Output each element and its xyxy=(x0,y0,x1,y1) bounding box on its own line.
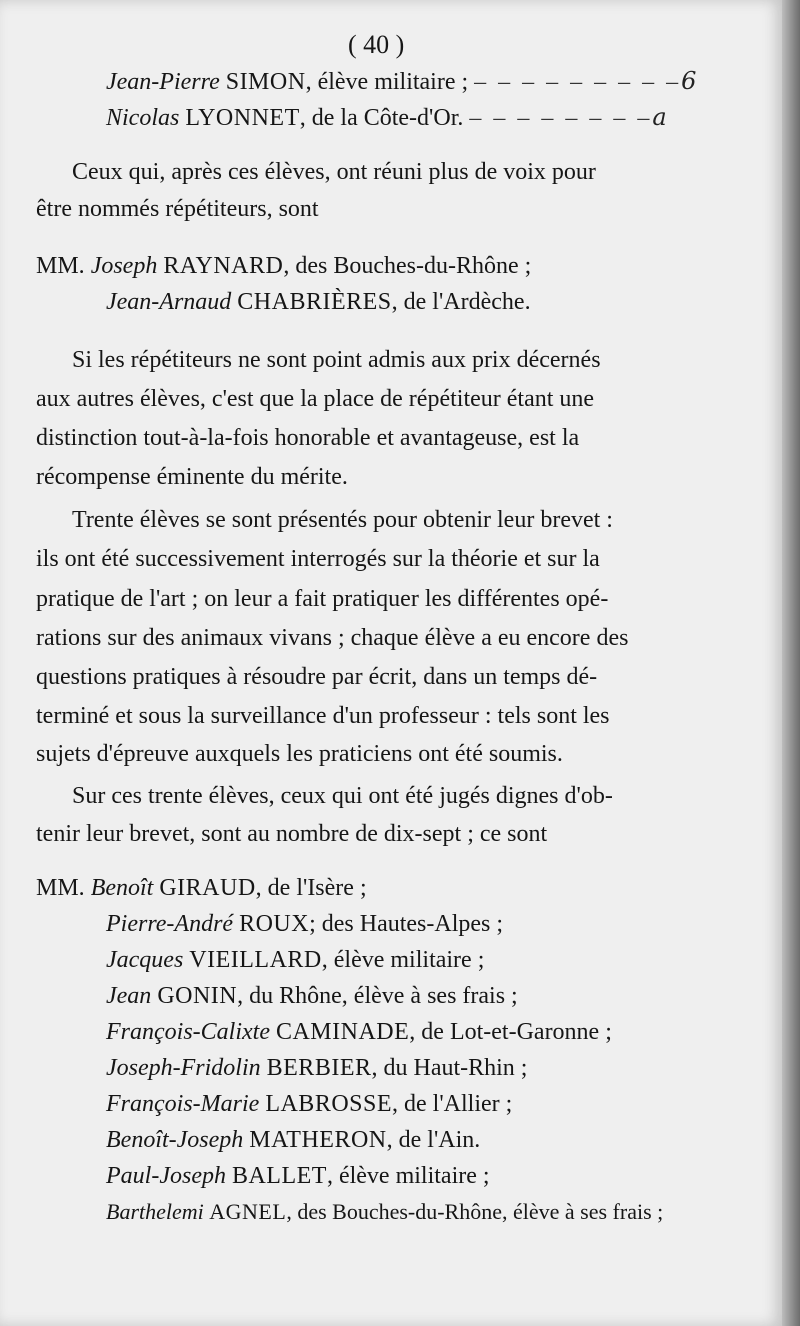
detail: , élève militaire ; xyxy=(326,1163,490,1189)
last-name: GONIN xyxy=(157,983,238,1009)
paragraph-line: rations sur des animaux vivans ; chaque élève a eu encore des xyxy=(36,625,629,651)
list-item xyxy=(106,66,696,97)
first-name: François-Marie xyxy=(106,1091,260,1117)
last-name: LYONNET xyxy=(185,105,300,131)
detail: , de l'Allier ; xyxy=(392,1091,513,1117)
first-name: Jean-Pierre xyxy=(106,69,220,95)
last-name: RAYNARD xyxy=(163,253,284,279)
detail: , de l'Ardèche. xyxy=(391,289,531,315)
last-name: AGNEL xyxy=(209,1199,287,1224)
list-item xyxy=(36,251,531,281)
detail: , de la Côte-d'Or. xyxy=(299,105,464,131)
list-item xyxy=(36,873,367,903)
list-item xyxy=(106,1017,612,1047)
first-name: Joseph-Fridolin xyxy=(106,1055,261,1081)
paragraph-line: distinction tout-à-la-fois honorable et avantageuse, est la xyxy=(36,425,580,451)
paragraph-line: terminé et sous la surveillance d'un professeur : tels sont les xyxy=(36,703,610,729)
list-item xyxy=(106,981,518,1011)
list-item xyxy=(106,945,484,975)
list-item xyxy=(106,287,531,317)
last-name: VIEILLARD xyxy=(189,947,322,973)
detail: , des Bouches-du-Rhône, élève à ses frais ; xyxy=(286,1199,664,1224)
last-name: ROUX xyxy=(239,911,310,937)
list-item xyxy=(106,102,667,133)
paragraph-line: tenir leur brevet, sont au nombre de dix-sept ; ce sont xyxy=(36,821,548,847)
list-item xyxy=(106,1089,512,1119)
list-item xyxy=(106,1053,527,1083)
last-name: SIMON xyxy=(225,69,306,95)
detail: ; des Hautes-Alpes ; xyxy=(309,911,504,937)
paragraph-line: aux autres élèves, c'est que la place de répétiteur étant une xyxy=(36,386,595,412)
list-prefix: MM. xyxy=(36,875,85,901)
paragraph-line: Sur ces trente élèves, ceux qui ont été jugés dignes d'ob- xyxy=(72,783,613,809)
handwritten-mark: 6 xyxy=(681,67,697,95)
last-name: MATHERON xyxy=(249,1127,387,1153)
first-name: Jean xyxy=(106,983,152,1009)
first-name: Benoît-Joseph xyxy=(106,1127,244,1153)
last-name: GIRAUD xyxy=(159,875,256,901)
paragraph-line: Si les répétiteurs ne sont point admis aux prix décernés xyxy=(72,347,601,373)
first-name: Nicolas xyxy=(106,105,180,131)
paragraph-line: Ceux qui, après ces élèves, ont réuni plus de voix pour xyxy=(72,159,596,185)
last-name: CHABRIÈRES xyxy=(237,289,392,315)
paragraph-line: questions pratiques à résoudre par écrit, dans un temps dé- xyxy=(36,664,598,690)
last-name: BALLET xyxy=(231,1163,327,1189)
dash-leader: – – – – – – – – – xyxy=(474,69,682,95)
detail: , élève militaire ; xyxy=(321,947,485,973)
page-number: ( 40 ) xyxy=(348,30,405,59)
paragraph-line: pratique de l'art ; on leur a fait pratiquer les différentes opé- xyxy=(36,586,609,612)
list-item xyxy=(106,1125,480,1155)
list-item xyxy=(106,1161,490,1191)
detail: , de l'Ain. xyxy=(386,1127,481,1153)
detail: , du Rhône, élève à ses frais ; xyxy=(237,983,518,1009)
paragraph-line: être nommés répétiteurs, sont xyxy=(36,196,319,222)
first-name: Paul-Joseph xyxy=(106,1163,226,1189)
paragraph-line: ils ont été successivement interrogés sur la théorie et sur la xyxy=(36,546,600,572)
first-name: Pierre-André xyxy=(106,911,234,937)
list-item xyxy=(106,909,503,939)
page-edge xyxy=(782,0,800,1326)
first-name: Jean-Arnaud xyxy=(106,289,232,315)
list-prefix: MM. xyxy=(36,253,85,279)
dash-leader: – – – – – – – – xyxy=(469,105,653,131)
detail: , des Bouches-du-Rhône ; xyxy=(283,253,532,279)
last-name: LABROSSE xyxy=(265,1091,393,1117)
first-name: Benoît xyxy=(90,875,154,901)
paragraph-line: Trente élèves se sont présentés pour obtenir leur brevet : xyxy=(72,507,613,533)
handwritten-mark: a xyxy=(652,103,667,131)
detail: , de l'Isère ; xyxy=(255,875,367,901)
detail: , élève militaire ; xyxy=(305,69,469,95)
first-name: François-Calixte xyxy=(106,1019,270,1045)
detail: , de Lot-et-Garonne ; xyxy=(409,1019,612,1045)
first-name: Joseph xyxy=(90,253,158,279)
paragraph-line: récompense éminente du mérite. xyxy=(36,464,348,490)
first-name: Jacques xyxy=(106,947,184,973)
last-name: CAMINADE xyxy=(275,1019,410,1045)
first-name: Barthelemi xyxy=(106,1199,204,1224)
paragraph-line: sujets d'épreuve auxquels les praticiens ont été soumis. xyxy=(36,741,563,767)
detail: , du Haut-Rhin ; xyxy=(371,1055,528,1081)
last-name: BERBIER xyxy=(266,1055,372,1081)
list-item xyxy=(106,1197,663,1227)
